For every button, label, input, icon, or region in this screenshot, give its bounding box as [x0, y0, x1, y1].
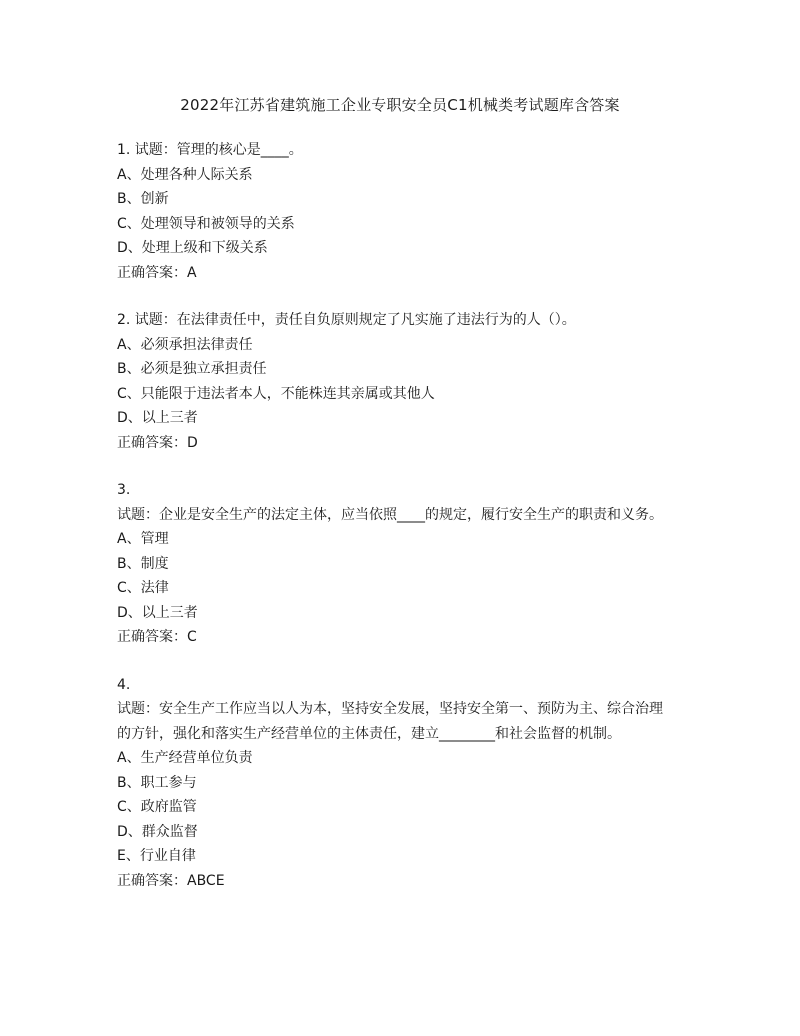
- question-3: [117, 478, 717, 650]
- question-stem: 1. 试题：管理的核心是____。: [117, 142, 303, 158]
- document-title: 2022年江苏省建筑施工企业专职安全员C1机械类考试题库含答案: [180, 96, 620, 114]
- option-b: B、职工参与: [117, 774, 197, 791]
- correct-answer: 正确答案：C: [117, 629, 197, 645]
- question-stem: 2. 试题：在法律责任中，责任自负原则规定了凡实施了违法行为的人（）。: [117, 312, 576, 328]
- option-e: E、行业自律: [117, 848, 196, 864]
- correct-answer: 正确答案：A: [117, 264, 197, 281]
- question-stem: 试题：安全生产工作应当以人为本，坚持安全发展，坚持安全第一、预防为主、综合治理: [117, 701, 663, 717]
- option-a: A、管理: [117, 531, 169, 547]
- question-4: [117, 673, 717, 894]
- correct-answer: 正确答案：D: [117, 434, 198, 451]
- question-2: [117, 308, 717, 455]
- option-c: C、法律: [117, 580, 169, 596]
- option-c: C、只能限于违法者本人，不能株连其亲属或其他人: [117, 385, 435, 402]
- question-number: 3.: [117, 482, 131, 498]
- option-c: C、政府监管: [117, 799, 197, 815]
- question-number: 4.: [117, 676, 131, 693]
- option-a: A、处理各种人际关系: [117, 166, 253, 183]
- option-d: D、处理上级和下级关系: [117, 240, 268, 256]
- option-c: C、处理领导和被领导的关系: [117, 215, 295, 232]
- option-d: D、以上三者: [117, 604, 198, 621]
- option-b: B、制度: [117, 555, 169, 572]
- option-d: D、群众监督: [117, 823, 198, 840]
- correct-answer: 正确答案：ABCE: [117, 872, 225, 889]
- question-list: [117, 138, 717, 916]
- question-stem: 试题：企业是安全生产的法定主体，应当依照____的规定，履行安全生产的职责和义务。: [117, 506, 663, 523]
- option-a: A、必须承担法律责任: [117, 336, 253, 353]
- option-a: A、生产经营单位负责: [117, 750, 253, 766]
- question-stem-continued: 的方针，强化和落实生产经营单位的主体责任，建立________和社会监督的机制。: [117, 725, 621, 742]
- question-1: [117, 138, 717, 285]
- option-b: B、必须是独立承担责任: [117, 361, 267, 377]
- option-d: D、以上三者: [117, 410, 198, 426]
- option-b: B、创新: [117, 191, 169, 207]
